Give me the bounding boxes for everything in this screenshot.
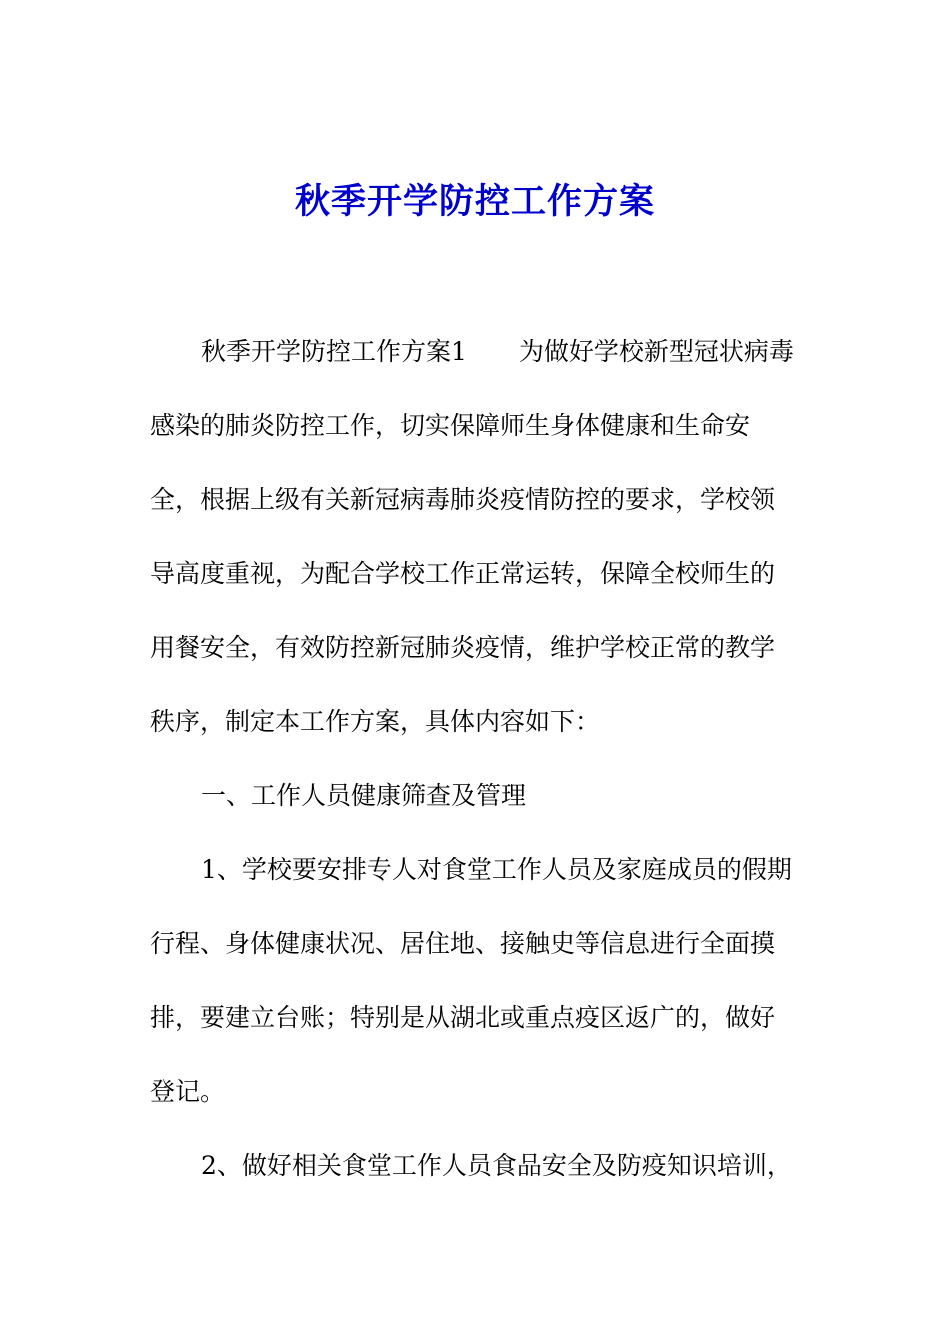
paragraph-line-1: [150, 326, 810, 400]
paragraph-line-8: 1、学校要安排专人对食堂工作人员及家庭成员的假期: [201, 855, 792, 884]
document-title: 秋季开学防控工作方案: [294, 182, 655, 222]
paragraph-line-10: 排，要建立台账；特别是从湖北或重点疫区返广的，做好: [150, 1003, 776, 1032]
paragraph-line-4: 导高度重视，为配合学校工作正常运转，保障全校师生的: [150, 559, 776, 588]
paragraph-line-3: 全，根据上级有关新冠病毒肺炎疫情防控的要求，学校领: [150, 485, 776, 514]
paragraph-line-12: 2、做好相关食堂工作人员食品安全及防疫知识培训，: [201, 1151, 792, 1180]
paragraph-line-2: 感染的肺炎防控工作，切实保障师生身体健康和生命安: [150, 411, 751, 440]
paragraph-line-6: 秩序，制定本工作方案，具体内容如下：: [150, 707, 601, 736]
paragraph-line-11: 登记。: [150, 1077, 226, 1106]
document-body: [150, 326, 810, 1214]
section-heading-inline: 秋季开学防控工作方案1: [201, 337, 467, 366]
section-heading-line: 一、工作人员健康筛查及管理: [201, 781, 527, 810]
paragraph-line-5: 用餐安全，有效防控新冠肺炎疫情，维护学校正常的教学: [150, 633, 776, 662]
paragraph-line-9: 行程、身体健康状况、居住地、接触史等信息进行全面摸: [150, 929, 776, 958]
paragraph-text: 为做好学校新型冠状病毒: [518, 337, 794, 366]
